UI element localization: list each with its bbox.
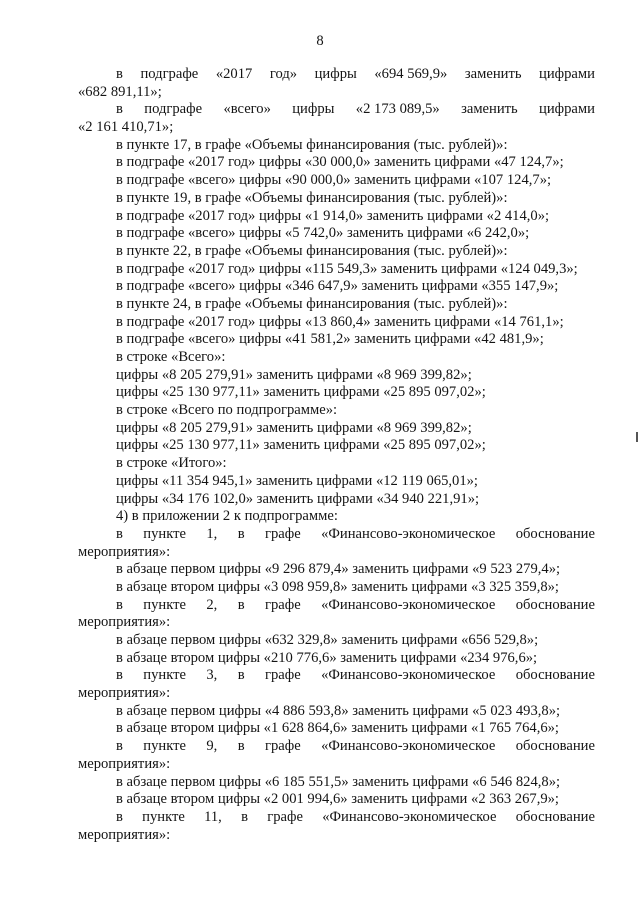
word: в <box>116 808 123 825</box>
word: обоснование <box>515 525 595 542</box>
text-line: «2 161 410,71»; <box>78 119 174 136</box>
word: «Финансово-экономическое <box>321 667 496 684</box>
word: в <box>116 525 123 542</box>
word: цифры <box>314 66 357 82</box>
text-line: в подграфе «2017 год» цифры «30 000,0» заменить цифрами «47 124,7»; <box>116 154 564 171</box>
text-line: мероприятия»: <box>78 755 171 772</box>
text-line: цифры «11 354 945,1» заменить цифрами «12 119 065,01»; <box>116 472 478 489</box>
text-line: «682 891,11»; <box>78 83 162 100</box>
text-line: в абзаце втором цифры «2 001 994,6» заменить цифрами «2 363 267,9»; <box>116 791 559 808</box>
word: «694 569,9» <box>374 66 448 82</box>
text-line: в абзаце первом цифры «6 185 551,5» заменить цифрами «6 546 824,8»; <box>116 773 561 790</box>
word: в <box>116 101 123 118</box>
word: «Финансово-экономическое <box>321 596 496 613</box>
word: «Финансово-экономическое <box>321 525 496 542</box>
word: пункте <box>142 808 185 825</box>
word: цифрами <box>539 101 595 118</box>
scan-edge-mark <box>636 432 638 442</box>
text-line <box>78 809 595 827</box>
text-line: мероприятия»: <box>78 614 171 631</box>
word: в <box>237 667 245 684</box>
word: 11, <box>204 808 222 825</box>
word: пункте <box>143 596 186 613</box>
word: обоснование <box>515 667 595 684</box>
text-line <box>78 738 595 756</box>
word: графе <box>265 738 301 755</box>
word: 2, <box>206 596 218 613</box>
page-number: 8 <box>316 33 324 49</box>
word: пункте <box>143 738 186 755</box>
word: 9, <box>206 738 218 755</box>
text-line: в абзаце втором цифры «1 628 864,6» заменить цифрами «1 765 764,6»; <box>116 720 559 737</box>
word: обоснование <box>515 596 595 613</box>
word: в <box>116 738 123 755</box>
text-line: в абзаце первом цифры «632 329,8» заменить цифрами «656 529,8»; <box>116 632 539 648</box>
word: подграфе <box>144 101 203 118</box>
document-body <box>78 66 595 844</box>
text-line: в подграфе «2017 год» цифры «1 914,0» заменить цифрами «2 414,0»; <box>116 207 550 224</box>
text-line: в подграфе «всего» цифры «346 647,9» заменить цифрами «355 147,9»; <box>116 278 559 295</box>
word: в <box>116 596 123 613</box>
word: пункте <box>143 525 186 542</box>
text-line: в подграфе «2017 год» цифры «115 549,3» заменить цифрами «124 049,3»; <box>116 260 578 277</box>
text-line: в подграфе «всего» цифры «5 742,0» заменить цифрами «6 242,0»; <box>116 225 530 242</box>
word: в <box>237 738 245 755</box>
text-line: мероприятия»: <box>78 543 171 560</box>
word: «2017 <box>215 66 253 82</box>
text-line: в подграфе «всего» цифры «41 581,2» заменить цифрами «42 481,9»; <box>116 331 544 348</box>
text-line: в пункте 22, в графе «Объемы финансирования (тыс. рублей)»: <box>116 242 508 259</box>
text-line <box>78 597 595 615</box>
text-line: мероприятия»: <box>78 826 171 843</box>
word: «всего» <box>223 101 271 118</box>
text-line: цифры «34 176 102,0» заменить цифрами «34 940 221,91»; <box>116 490 480 507</box>
text-line: в абзаце втором цифры «3 098 959,8» заменить цифрами «3 325 359,8»; <box>116 578 559 595</box>
word: цифры <box>292 101 335 118</box>
word: «Финансово-экономическое <box>322 808 497 825</box>
word: в <box>237 525 245 542</box>
word: цифрами <box>539 66 595 82</box>
word: в <box>241 808 248 825</box>
word: «Финансово-экономическое <box>321 738 496 755</box>
word: графе <box>265 525 301 542</box>
text-line: в абзаце первом цифры «4 886 593,8» заменить цифрами «5 023 493,8»; <box>116 702 561 719</box>
word: в <box>116 66 123 82</box>
word: год» <box>269 66 298 82</box>
word: 3, <box>206 667 218 684</box>
text-line: мероприятия»: <box>78 685 171 702</box>
word: в <box>116 667 123 684</box>
text-line <box>78 667 595 685</box>
text-line: 4) в приложении 2 к подпрограмме: <box>116 508 338 525</box>
text-line: в подграфе «всего» цифры «90 000,0» заменить цифрами «107 124,7»; <box>116 172 552 189</box>
text-line: в строке «Всего по подпрограмме»: <box>116 402 338 419</box>
text-line <box>78 526 595 544</box>
text-line: в пункте 17, в графе «Объемы финансирования (тыс. рублей)»: <box>116 136 508 153</box>
word: обоснование <box>515 738 595 755</box>
word: обоснование <box>515 808 595 825</box>
text-line: в абзаце первом цифры «9 296 879,4» заменить цифрами «9 523 279,4»; <box>116 561 561 578</box>
word: заменить <box>461 101 518 118</box>
text-line: цифры «25 130 977,11» заменить цифрами «25 895 097,02»; <box>116 384 486 401</box>
word: графе <box>267 808 303 825</box>
word: графе <box>265 596 301 613</box>
text-line: цифры «8 205 279,91» заменить цифрами «8 969 399,82»; <box>116 366 472 383</box>
text-line <box>78 101 595 119</box>
text-line: в пункте 24, в графе «Объемы финансирования (тыс. рублей)»: <box>116 295 508 312</box>
word: пункте <box>143 667 186 684</box>
word: 1, <box>206 525 218 542</box>
word: графе <box>265 667 301 684</box>
word: «2 173 089,5» <box>355 101 440 118</box>
word: заменить <box>464 66 522 82</box>
word: подграфе <box>140 66 199 82</box>
text-line: в пункте 19, в графе «Объемы финансирования (тыс. рублей)»: <box>116 189 508 206</box>
text-line: цифры «25 130 977,11» заменить цифрами «25 895 097,02»; <box>116 437 486 454</box>
text-line: в строке «Всего»: <box>116 349 226 365</box>
text-line: в абзаце втором цифры «210 776,6» заменить цифрами «234 976,6»; <box>116 649 538 666</box>
text-line: в подграфе «2017 год» цифры «13 860,4» заменить цифрами «14 761,1»; <box>116 313 564 330</box>
text-line: в строке «Итого»: <box>116 455 227 472</box>
word: в <box>237 596 245 613</box>
text-line <box>78 66 595 84</box>
text-line: цифры «8 205 279,91» заменить цифрами «8 969 399,82»; <box>116 419 472 436</box>
